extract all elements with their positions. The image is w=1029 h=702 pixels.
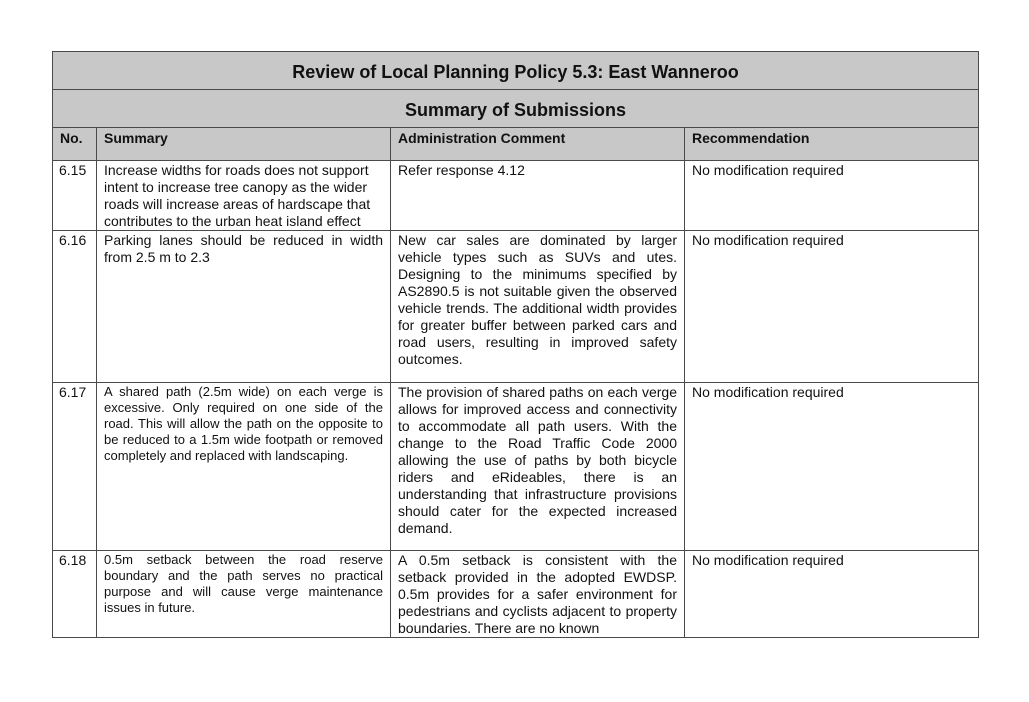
row-recommendation: No modification required	[685, 231, 979, 383]
row-recommendation: No modification required	[685, 161, 979, 231]
title-row	[53, 52, 979, 90]
column-header-no: No.	[53, 128, 97, 161]
row-summary: A shared path (2.5m wide) on each verge is excessive. Only required on one side of the road. This will allow the path on the opposite to be reduced to a 1.5m wide footpath or removed completely and replaced with landscaping.	[97, 383, 391, 551]
table-row	[53, 551, 979, 638]
header-row	[53, 128, 979, 161]
row-recommendation: No modification required	[685, 383, 979, 551]
row-number: 6.17	[53, 383, 97, 551]
row-number: 6.18	[53, 551, 97, 638]
row-summary: Increase widths for roads does not support intent to increase tree canopy as the wider roads will increase areas of hardscape that contributes to the urban heat island effect	[97, 161, 391, 231]
document-subtitle: Summary of Submissions	[404, 100, 627, 120]
row-number: 6.16	[53, 231, 97, 383]
column-header-recommendation: Recommendation	[685, 128, 979, 161]
row-comment: A 0.5m setback is consistent with the setback provided in the adopted EWDSP. 0.5m provides for a safer environment for pedestrians and cyclists adjacent to property boundaries. There are no known	[391, 551, 685, 638]
table-row	[53, 383, 979, 551]
document-title: Review of Local Planning Policy 5.3: East Wanneroo	[292, 62, 739, 82]
row-comment: Refer response 4.12	[391, 161, 685, 231]
column-header-comment: Administration Comment	[391, 128, 685, 161]
table-row	[53, 231, 979, 383]
column-header-summary: Summary	[97, 128, 391, 161]
submissions-table	[52, 51, 979, 638]
row-number: 6.15	[53, 161, 97, 231]
table-row	[53, 161, 979, 231]
row-comment: The provision of shared paths on each verge allows for improved access and connectivity to accommodate all path users. With the change to the Road Traffic Code 2000 allowing the use of paths by both bicycle riders and eRideables, there is an understanding that infrastructure provisions should cater for the expected increased demand.	[391, 383, 685, 551]
subtitle-cell	[53, 90, 979, 128]
row-summary: Parking lanes should be reduced in width from 2.5 m to 2.3	[97, 231, 391, 383]
row-comment: New car sales are dominated by larger vehicle types such as SUVs and utes. Designing to the minimums specified by AS2890.5 is not suitable given the observed vehicle trends. The additional width provides for greater buffer between parked cars and road users, resulting in improved safety outcomes.	[391, 231, 685, 383]
row-recommendation: No modification required	[685, 551, 979, 638]
row-summary: 0.5m setback between the road reserve boundary and the path serves no practical purpose and will cause verge maintenance issues in future.	[97, 551, 391, 638]
title-cell	[53, 52, 979, 90]
subtitle-row	[53, 90, 979, 128]
